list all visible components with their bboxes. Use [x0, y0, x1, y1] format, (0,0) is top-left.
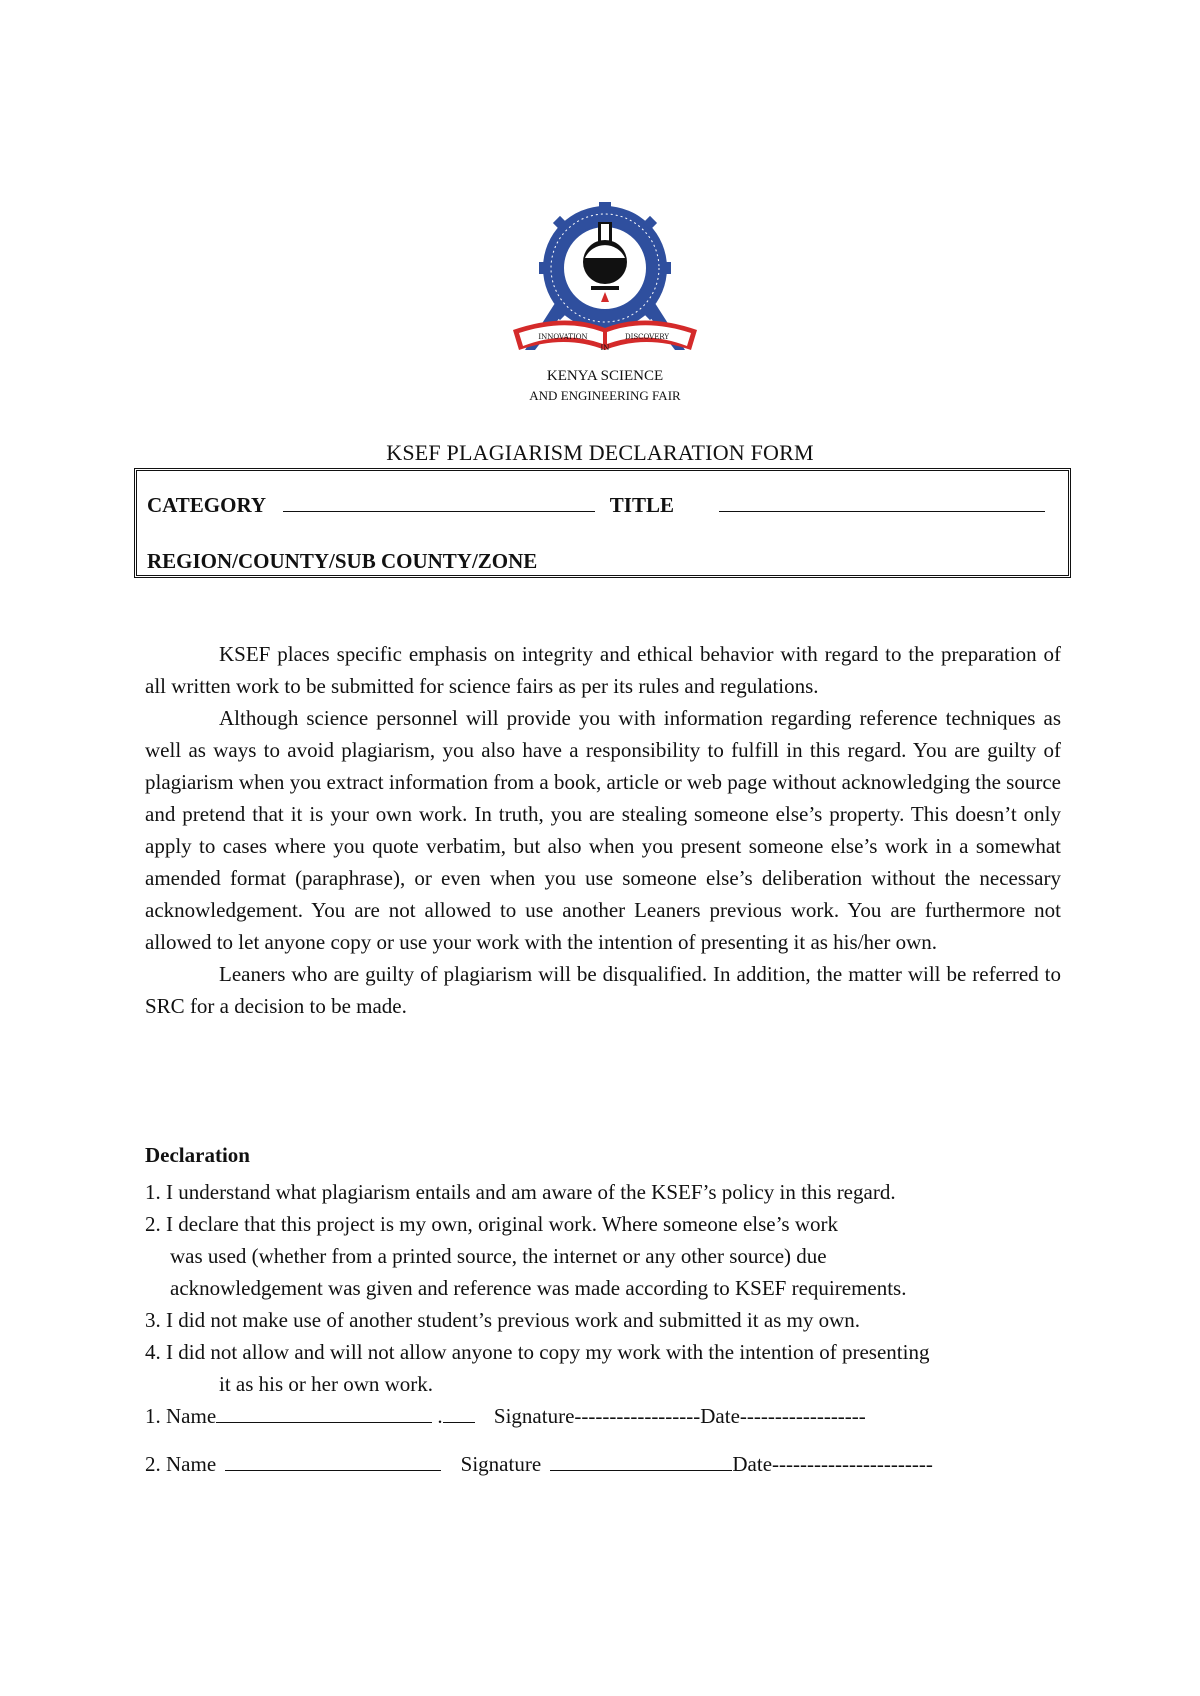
declaration-item-2: 2. I declare that this project is my own, original work. Where someone else’s work [145, 1212, 839, 1236]
header-box [134, 468, 1071, 578]
signature-field-2[interactable] [550, 1452, 732, 1471]
logo-line-1: KENYA SCIENCE [546, 368, 664, 384]
ribbon-right-text: DISCOVERY [625, 333, 669, 341]
date-label-2: Date----------------------- [732, 1452, 933, 1476]
name-field-2[interactable] [225, 1452, 441, 1471]
signature-row-2 [145, 1452, 933, 1477]
ksef-logo [505, 200, 705, 415]
category-field[interactable] [283, 493, 595, 512]
region-label: REGION/COUNTY/SUB COUNTY/ZONE [147, 549, 538, 573]
policy-text [145, 638, 1061, 1022]
category-title-row [147, 493, 1045, 518]
name-field-1[interactable] [216, 1404, 432, 1423]
title-label: TITLE [609, 493, 674, 517]
declaration-list [145, 1176, 1075, 1400]
title-field[interactable] [719, 493, 1045, 512]
paragraph-3: Leaners who are guilty of plagiarism will be disqualified. In addition, the matter will be referred to SRC for a decision to be made. [145, 962, 1061, 1018]
declaration-item-3: 3. I did not make use of another student’s previous work and submitted it as my own. [145, 1308, 861, 1332]
declaration-heading: Declaration [145, 1143, 250, 1167]
signature-row-1 [145, 1404, 866, 1429]
signature-label-2: Signature [460, 1452, 542, 1476]
logo-line-2: AND ENGINEERING FAIR [529, 388, 681, 403]
paragraph-2: Although science personnel will provide you with information regarding reference techniques as well as ways to avoid plagiarism, you also have a responsibility to fulfill in this regard. You are guilty of plagiarism when you extract information from a book, article or web page without acknowledging the source and pretend that it is your own work. In truth, you are stealing someone else’s property. This doesn’t only apply to cases where you quote verbatim, but also when you present someone else’s work in a somewhat amended format (paraphrase), or even when you use someone else’s deliberation without the necessary acknowledgement. You are not allowed to use another Leaners previous work. You are furthermore not allowed to let anyone copy or use your work with the intention of presenting it as his/her own. [145, 706, 1061, 954]
name-sep-1: . [432, 1404, 443, 1428]
declaration-item-2-cont-1: was used (whether from a printed source, the internet or any other source) due [170, 1244, 827, 1268]
name-field-1-extra[interactable] [443, 1404, 475, 1423]
paragraph-1: KSEF places specific emphasis on integrity and ethical behavior with regard to the preparation of all written work to be submitted for science fairs as per its rules and regulations. [145, 642, 1061, 698]
name-label-2: 2. Name [145, 1452, 217, 1476]
ribbon-center-text: IN [600, 344, 610, 352]
signature-date-label-1: Signature------------------Date------------------ [493, 1404, 866, 1428]
ribbon-left-text: INNOVATION [538, 333, 588, 341]
declaration-item-1: 1. I understand what plagiarism entails and am aware of the KSEF’s policy in this regard. [145, 1180, 896, 1204]
form-title: KSEF PLAGIARISM DECLARATION FORM [386, 440, 814, 465]
name-label-1: 1. Name [145, 1404, 217, 1428]
declaration-item-2-cont-2: acknowledgement was given and reference was made according to KSEF requirements. [170, 1276, 907, 1300]
category-label: CATEGORY [147, 493, 266, 517]
declaration-item-4: 4. I did not allow and will not allow anyone to copy my work with the intention of presenting [145, 1340, 930, 1364]
declaration-item-4-cont: it as his or her own work. [219, 1372, 434, 1396]
